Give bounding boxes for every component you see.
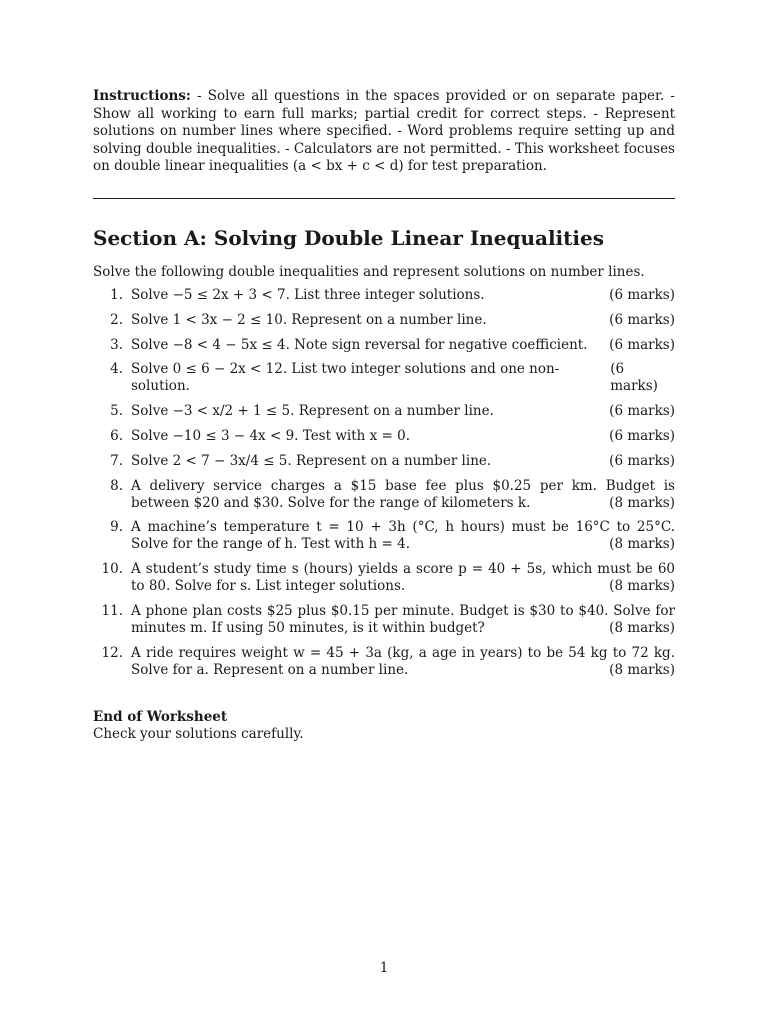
question-item <box>93 645 675 679</box>
question-text: A delivery service charges a $15 base fee plus $0.25 per km. Budget is between $20 and $30. Solve for the range of kilometers k. <box>131 477 675 511</box>
question-number: 6. <box>110 427 123 444</box>
question-marks: (8 marks) <box>609 661 675 678</box>
question-number: 7. <box>110 452 123 469</box>
question-marks: (8 marks) <box>609 578 675 595</box>
question-text: A phone plan costs $25 plus $0.15 per minute. Budget is $30 to $40. Solve for minutes m. If using 50 minutes, is it within budget? <box>131 602 675 636</box>
question-number: 10. <box>101 561 123 578</box>
question-item <box>93 478 675 512</box>
question-number: 4. <box>110 361 123 378</box>
question-text: A ride requires weight w = 45 + 3a (kg, a age in years) to be 54 kg to 72 kg. Solve for a. Represent on a number line. <box>131 644 675 678</box>
question-body <box>131 312 675 329</box>
question-text: Solve −10 ≤ 3 − 4x < 9. Test with x = 0. <box>131 427 410 444</box>
horizontal-rule <box>93 198 675 199</box>
question-body <box>131 603 675 637</box>
question-body <box>131 561 675 595</box>
question-item <box>93 312 675 329</box>
question-text: A machine’s temperature t = 10 + 3h (°C, h hours) must be 16°C to 25°C. Solve for the range of h. Test with h = 4. <box>131 519 675 553</box>
question-marks: (8 marks) <box>609 494 675 511</box>
question-number: 5. <box>110 403 123 420</box>
question-number: 11. <box>101 602 123 619</box>
end-note: Check your solutions carefully. <box>93 725 304 742</box>
section-title: Section A: Solving Double Linear Inequalities <box>93 225 604 250</box>
question-item <box>93 561 675 595</box>
question-text: Solve −8 < 4 − 5x ≤ 4. Note sign reversal for negative coefficient. <box>131 336 588 353</box>
question-item <box>93 361 675 395</box>
question-marks: (6 marks) <box>609 336 675 353</box>
question-number: 9. <box>110 519 123 536</box>
section-intro: Solve the following double inequalities and represent solutions on number lines. <box>93 263 645 280</box>
question-item <box>93 603 675 637</box>
question-item <box>93 287 675 304</box>
question-body <box>131 428 675 445</box>
question-list <box>93 287 675 679</box>
question-text: Solve 1 < 3x − 2 ≤ 10. Represent on a number line. <box>131 311 487 328</box>
question-marks: (6 marks) <box>609 403 675 420</box>
question-number: 1. <box>110 286 123 303</box>
question-body <box>131 337 675 354</box>
question-item <box>93 403 675 420</box>
question-body <box>131 645 675 679</box>
question-body <box>131 361 675 395</box>
instructions-paragraph <box>93 88 675 176</box>
question-body <box>131 519 675 553</box>
question-number: 2. <box>110 311 123 328</box>
question-marks: (6 marks) <box>609 452 675 469</box>
question-number: 3. <box>110 336 123 353</box>
end-title: End of Worksheet <box>93 708 228 725</box>
question-marks: (6 marks) <box>609 286 675 303</box>
page-content <box>93 88 675 743</box>
question-text: Solve 0 ≤ 6 − 2x < 12. List two integer solutions and one non-solution. <box>131 361 560 395</box>
question-item <box>93 428 675 445</box>
question-text: Solve −5 ≤ 2x + 3 < 7. List three integer solutions. <box>131 286 485 303</box>
question-item <box>93 519 675 553</box>
question-body <box>131 403 675 420</box>
question-marks: (8 marks) <box>609 619 675 636</box>
question-item <box>93 453 675 470</box>
question-number: 12. <box>101 644 123 661</box>
question-text: Solve −3 < x/2 + 1 ≤ 5. Represent on a number line. <box>131 403 494 420</box>
page-number: 1 <box>379 960 389 976</box>
question-marks: (6 marks) <box>609 427 675 444</box>
question-marks: (6 marks) <box>609 311 675 328</box>
question-item <box>93 337 675 354</box>
instructions-label: Instructions: <box>93 88 191 104</box>
question-body <box>131 453 675 470</box>
question-number: 8. <box>110 477 123 494</box>
question-body <box>131 478 675 512</box>
question-marks: (6 marks) <box>610 361 658 395</box>
question-text: Solve 2 < 7 − 3x/4 ≤ 5. Represent on a number line. <box>131 452 492 469</box>
question-marks: (8 marks) <box>609 536 675 553</box>
instructions-text: - Solve all questions in the spaces provided or on separate paper. - Show all working to earn full marks; partial credit for correct steps. - Represent solutions on number lines where specified. - Word problems require setting up and solving double inequalities. - Calculators are not permitted. - This worksheet focuses on double linear inequalities (a < bx + c < d) for test preparation. <box>93 88 675 175</box>
question-text: A student’s study time s (hours) yields a score p = 40 + 5s, which must be 60 to 80. Solve for s. List integer solutions. <box>131 561 675 595</box>
question-body <box>131 287 675 304</box>
